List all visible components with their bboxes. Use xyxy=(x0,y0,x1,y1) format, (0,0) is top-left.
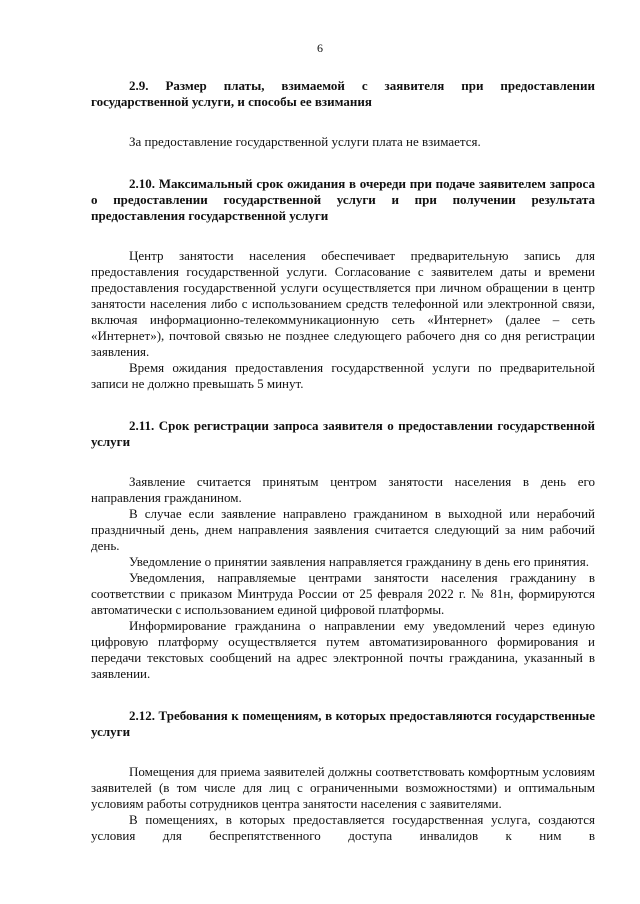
paragraph: В помещениях, в которых предоставляется государственная услуга, создаются условия для беспрепятственного доступа инвалидов к ним в xyxy=(91,812,595,843)
paragraph: Уведомления, направляемые центрами занятости населения гражданину в соответствии с приказом Минтруда России от 25 февраля 2022 г. № 81н, формируются автоматически с использованием единой цифровой платформы. xyxy=(91,570,595,617)
section-2-12 xyxy=(91,708,595,844)
section-2-11 xyxy=(91,418,595,682)
paragraph: Помещения для приема заявителей должны соответствовать комфортным условиям заявителей (в том числе для лиц с ограниченными возможностями) и оптимальным условиям работы сотрудников центра занятости населения с заявителями. xyxy=(91,764,595,811)
paragraph: Заявление считается принятым центром занятости населения в день его направления гражданином. xyxy=(91,474,595,505)
paragraph: Информирование гражданина о направлении ему уведомлений через единую цифровую платформу осуществляется путем автоматизированного формирования и передачи текстовых сообщений на адрес электронной почты гражданина, указанный в заявлении. xyxy=(91,618,595,681)
section-2-10 xyxy=(91,176,595,392)
page-number: 6 xyxy=(317,41,323,55)
paragraph: За предоставление государственной услуги плата не взимается. xyxy=(129,134,481,149)
document-body xyxy=(91,78,595,844)
paragraph: Уведомление о принятии заявления направляется гражданину в день его принятия. xyxy=(129,554,589,569)
section-heading: 2.12. Требования к помещениям, в которых предоставляются государственные услуги xyxy=(91,708,595,739)
section-heading: 2.9. Размер платы, взимаемой с заявителя при предоставлении государственной услуги, и способы ее взимания xyxy=(91,78,595,109)
paragraph: Центр занятости населения обеспечивает предварительную запись для предоставления государственной услуги. Согласование с заявителем даты и времени предоставления государственной услуги осуществляется при личном обращении в центр занятости населения либо с использованием средств телефонной или электронной связи, включая информационно-телекоммуникационную сеть «Интернет» (далее – сеть «Интернет»), почтовой связью не позднее следующего рабочего дня со дня регистрации заявления. xyxy=(91,248,595,359)
section-heading: 2.11. Срок регистрации запроса заявителя о предоставлении государственной услуги xyxy=(91,418,595,449)
section-heading: 2.10. Максимальный срок ожидания в очереди при подаче заявителем запроса о предоставлении государственной услуги и при получении результата предоставления государственной услуги xyxy=(91,176,595,223)
section-2-9 xyxy=(91,78,595,150)
paragraph: В случае если заявление направлено гражданином в выходной или нерабочий праздничный день, днем направления заявления считается следующий за ним рабочий день. xyxy=(91,506,595,553)
paragraph: Время ожидания предоставления государственной услуги по предварительной записи не должно превышать 5 минут. xyxy=(91,360,595,391)
